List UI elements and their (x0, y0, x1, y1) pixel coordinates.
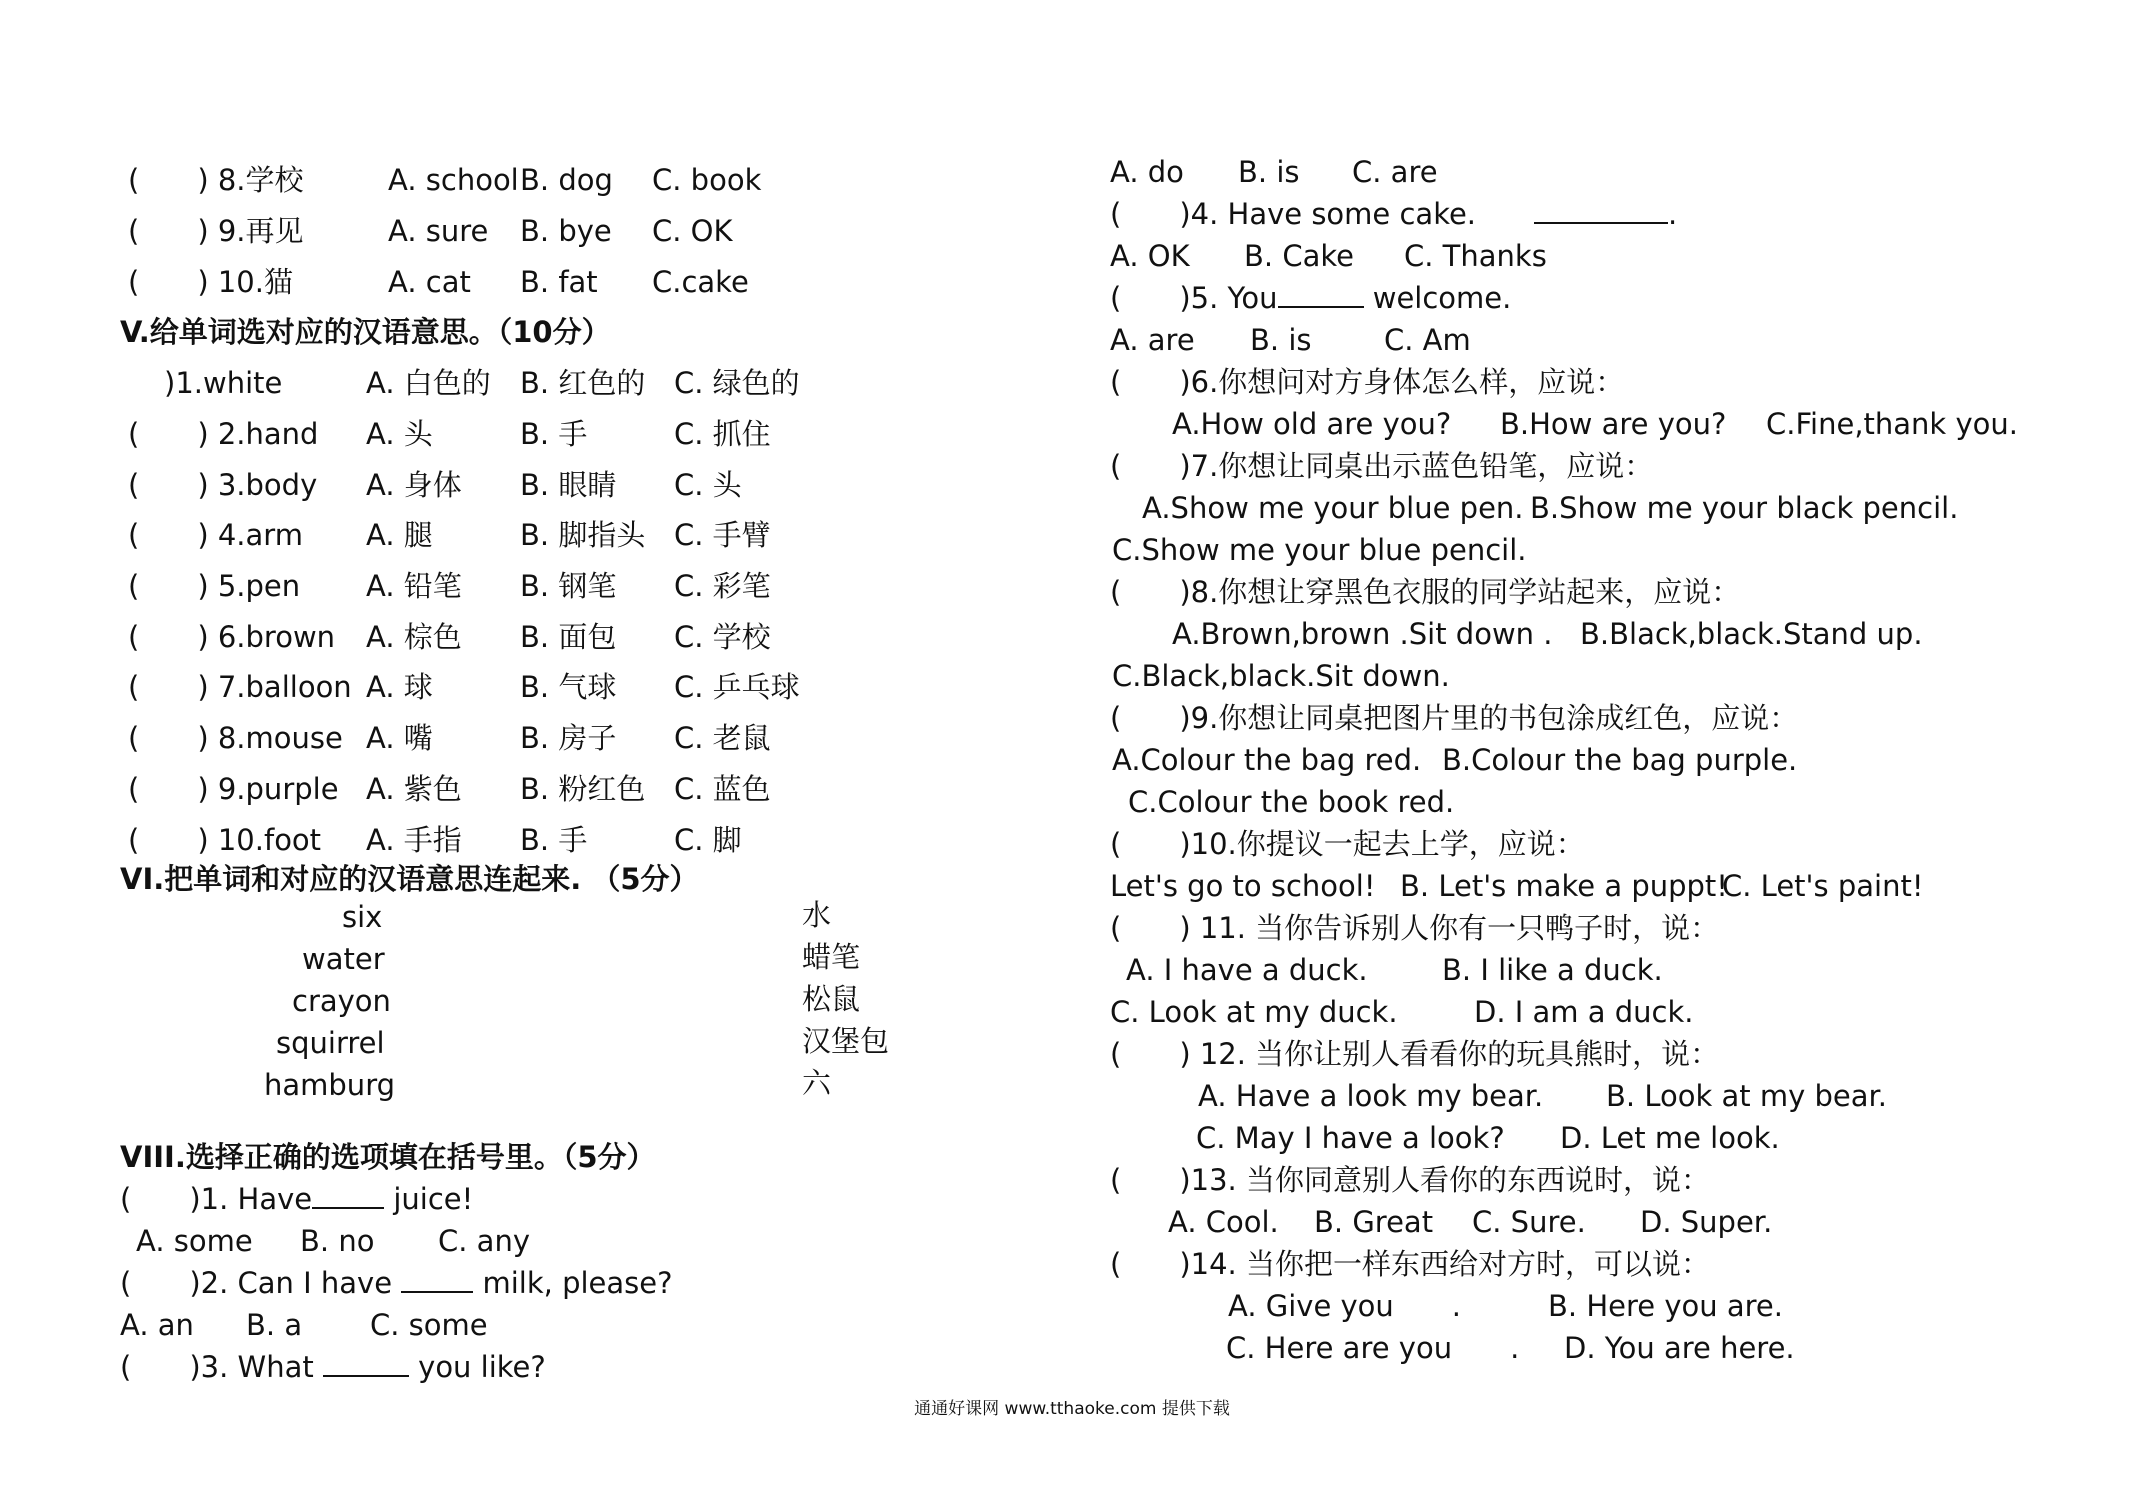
option-c: C. Thanks (1404, 239, 1547, 273)
option-c: C. 抓住 (674, 417, 771, 451)
option-c: C. May I have a look? (1196, 1121, 1505, 1155)
answer-bracket[interactable]: ( ) (128, 620, 209, 654)
option-c: C. 绿色的 (674, 366, 800, 400)
answer-bracket[interactable]: ( ) (128, 772, 209, 806)
option-b: B. fat (520, 265, 598, 299)
item-word: 1.white (175, 366, 283, 400)
situation-question: ( )13. 当你同意别人看你的东西说时，说： (1110, 1163, 1710, 1197)
list-item (128, 467, 317, 503)
situation-question: ( )10.你提议一起去上学，应说： (1110, 827, 1585, 861)
match-meaning[interactable]: 蜡笔 (802, 940, 861, 974)
list-item (128, 162, 304, 198)
option-a: A.How old are you? (1172, 407, 1452, 441)
option-c: C. Let's paint! (1722, 869, 1924, 903)
question-3 (120, 1349, 546, 1385)
match-word[interactable]: six (342, 900, 383, 934)
answer-bracket[interactable]: ( ) (128, 468, 209, 502)
blank[interactable] (323, 1351, 409, 1377)
blank[interactable] (1278, 282, 1364, 308)
option-d: D. You are here. (1564, 1331, 1795, 1365)
option-b: B. Look at my bear. (1606, 1079, 1887, 1113)
option-b: B. Cake (1244, 239, 1354, 273)
situation-question: ( )14. 当你把一样东西给对方时，可以说： (1110, 1247, 1710, 1281)
match-meaning[interactable]: 六 (802, 1066, 832, 1100)
option-c: C.Fine,thank you. (1766, 407, 2018, 441)
question-text: ( )4. Have some cake. (1110, 197, 1477, 231)
option-b: B. bye (520, 214, 612, 248)
list-item (128, 568, 300, 604)
item-word: 5.pen (217, 569, 301, 603)
blank[interactable] (1534, 198, 1668, 224)
option-d: D. I am a duck. (1474, 995, 1694, 1029)
option-c: C. some (370, 1308, 488, 1342)
option-b: B.Colour the bag purple. (1442, 743, 1798, 777)
question-5 (1110, 280, 1511, 316)
answer-bracket[interactable]: ( ) (128, 670, 209, 704)
option-b: B. is (1250, 323, 1312, 357)
question-4 (1110, 196, 1677, 232)
option-b: B. 房子 (520, 721, 617, 755)
option-c: C.cake (652, 265, 749, 299)
list-item (128, 264, 293, 300)
answer-bracket[interactable]: ( ) (128, 518, 209, 552)
question-text: ( )3. What (120, 1350, 323, 1384)
question-text: ( )1. Have (120, 1182, 313, 1216)
option-b: B. a (246, 1308, 303, 1342)
option-b: B. 手 (520, 417, 588, 451)
question-1 (120, 1181, 473, 1217)
list-item (128, 720, 343, 756)
question-2 (120, 1265, 673, 1301)
option-b: B.How are you? (1500, 407, 1727, 441)
situation-question: ( )6.你想问对方身体怎么样，应说： (1110, 365, 1625, 399)
option-c: C. are (1352, 155, 1438, 189)
option-b: B. 脚指头 (520, 518, 646, 552)
option-b: B. 红色的 (520, 366, 646, 400)
option-b: B. is (1238, 155, 1300, 189)
option-c: C. book (652, 163, 762, 197)
option-a: A.Colour the bag red. (1112, 743, 1422, 777)
option-b: B.Show me your black pencil. (1530, 491, 1959, 525)
blank[interactable] (401, 1267, 473, 1293)
option-a: A.Brown,brown .Sit down . (1172, 617, 1553, 651)
answer-bracket[interactable]: ( ) (128, 569, 209, 603)
answer-bracket[interactable]: ( ) (128, 265, 209, 299)
question-text: welcome. (1363, 281, 1512, 315)
option-a: A. school (388, 163, 519, 197)
option-a: A. 头 (366, 417, 433, 451)
option-a: A. Give you . (1228, 1289, 1462, 1323)
match-word[interactable]: water (302, 942, 385, 976)
match-meaning[interactable]: 汉堡包 (802, 1024, 890, 1058)
option-a: A. do (1110, 155, 1184, 189)
option-c: C. 蓝色 (674, 772, 771, 806)
list-item (128, 771, 339, 807)
item-number: 8.学校 (217, 163, 304, 197)
blank[interactable] (312, 1183, 384, 1209)
question-text: you like? (408, 1350, 546, 1384)
answer-bracket[interactable]: ( ) (128, 214, 209, 248)
option-b: B. Here you are. (1548, 1289, 1783, 1323)
footer-source: 通通好课网 www.tthaoke.com 提供下载 (914, 1399, 1230, 1419)
option-a: A. 手指 (366, 823, 462, 857)
list-item (128, 416, 318, 452)
option-a: A. 身体 (366, 468, 462, 502)
option-b: B. 手 (520, 823, 588, 857)
list-item (128, 213, 304, 249)
section-v-title: V.给单词选对应的汉语意思。（10分） (120, 315, 611, 349)
list-item (128, 822, 321, 858)
option-a: A. 嘴 (366, 721, 433, 755)
section-viii-title: VIII.选择正确的选项填在括号里。（5分） (120, 1140, 656, 1174)
option-c: C. 乒乓球 (674, 670, 800, 704)
option-c: C.Colour the book red. (1128, 785, 1455, 819)
option-a: A. 棕色 (366, 620, 462, 654)
situation-question: ( ) 12. 当你让别人看看你的玩具熊时，说： (1110, 1037, 1720, 1071)
option-c: C. 手臂 (674, 518, 771, 552)
option-b: B. 气球 (520, 670, 617, 704)
section-vi-title: VI.把单词和对应的汉语意思连起来. （5分） (120, 862, 699, 896)
question-text: ( )5. You (1110, 281, 1278, 315)
answer-bracket[interactable]: ( ) (128, 163, 209, 197)
match-meaning[interactable]: 松鼠 (802, 982, 861, 1016)
option-a: A.Show me your blue pen. (1142, 491, 1524, 525)
item-word: 10.foot (217, 823, 322, 857)
option-a: A. Cool. (1168, 1205, 1279, 1239)
match-word[interactable]: crayon (292, 984, 391, 1018)
item-word: 3.body (217, 468, 318, 502)
option-c: C.Black,black.Sit down. (1112, 659, 1450, 693)
option-c: C. 头 (674, 468, 742, 502)
option-d: D. Super. (1640, 1205, 1773, 1239)
option-b: B. 钢笔 (520, 569, 617, 603)
list-item (128, 619, 335, 655)
situation-question: ( )7.你想让同桌出示蓝色铅笔，应说： (1110, 449, 1654, 483)
option-b: B. I like a duck. (1442, 953, 1663, 987)
option-a: A. I have a duck. (1126, 953, 1368, 987)
item-word: 8.mouse (217, 721, 343, 755)
option-b: B. no (300, 1224, 375, 1258)
match-word[interactable]: hamburg (264, 1068, 396, 1102)
option-a: A. OK (1110, 239, 1190, 273)
option-a: A. cat (388, 265, 471, 299)
list-item (128, 669, 352, 705)
option-b: B. 眼睛 (520, 468, 617, 502)
list-item (164, 365, 282, 401)
question-text: milk, please? (473, 1266, 673, 1300)
option-c: C. Here are you . (1226, 1331, 1520, 1365)
option-c: C. any (438, 1224, 530, 1258)
situation-question: ( )8.你想让穿黑色衣服的同学站起来，应说： (1110, 575, 1741, 609)
option-b: B. 粉红色 (520, 772, 646, 806)
match-meaning[interactable]: 水 (802, 898, 832, 932)
option-a: A. 白色的 (366, 366, 491, 400)
question-text: ( )2. Can I have (120, 1266, 402, 1300)
item-word: 4.arm (217, 518, 303, 552)
option-c: C. Sure. (1472, 1205, 1586, 1239)
option-b: B. 面包 (520, 620, 617, 654)
option-c: C. 学校 (674, 620, 771, 654)
answer-bracket[interactable]: ( ) (128, 417, 209, 451)
option-a: A. 铅笔 (366, 569, 462, 603)
option-c: C. 老鼠 (674, 721, 771, 755)
option-c: C. 脚 (674, 823, 742, 857)
item-number: 9.再见 (217, 214, 304, 248)
option-a: A. are (1110, 323, 1195, 357)
option-b: B. dog (520, 163, 613, 197)
question-text: . (1668, 197, 1678, 231)
option-c: C. OK (652, 214, 733, 248)
option-c: C. 彩笔 (674, 569, 771, 603)
option-a: A. 腿 (366, 518, 433, 552)
option-a: A. sure (388, 214, 489, 248)
option-a: A. 紫色 (366, 772, 462, 806)
answer-bracket[interactable]: ( ) (128, 823, 209, 857)
option-b: B. Great (1314, 1205, 1434, 1239)
option-b: B.Black,black.Stand up. (1580, 617, 1923, 651)
option-c: C. Look at my duck. (1110, 995, 1398, 1029)
question-text: juice! (384, 1182, 474, 1216)
answer-bracket[interactable]: ( ) (128, 721, 209, 755)
answer-bracket[interactable]: ) (164, 366, 176, 400)
option-a: A. some (136, 1224, 253, 1258)
option-c: C. Am (1384, 323, 1471, 357)
list-item (128, 517, 303, 553)
item-word: 2.hand (217, 417, 319, 451)
option-d: D. Let me look. (1560, 1121, 1780, 1155)
situation-question: ( ) 11. 当你告诉别人你有一只鸭子时，说： (1110, 911, 1720, 945)
option-a: A. an (120, 1308, 194, 1342)
situation-question: ( )9.你想让同桌把图片里的书包涂成红色，应说： (1110, 701, 1799, 735)
option-a: Let's go to school! (1110, 869, 1376, 903)
item-word: 9.purple (217, 772, 339, 806)
item-number: 10.猫 (217, 265, 293, 299)
match-word[interactable]: squirrel (276, 1026, 385, 1060)
option-b: B. Let's make a puppt! (1400, 869, 1728, 903)
option-a: A. 球 (366, 670, 433, 704)
item-word: 6.brown (217, 620, 336, 654)
option-a: A. Have a look my bear. (1198, 1079, 1544, 1113)
option-c: C.Show me your blue pencil. (1112, 533, 1527, 567)
item-word: 7.balloon (217, 670, 352, 704)
